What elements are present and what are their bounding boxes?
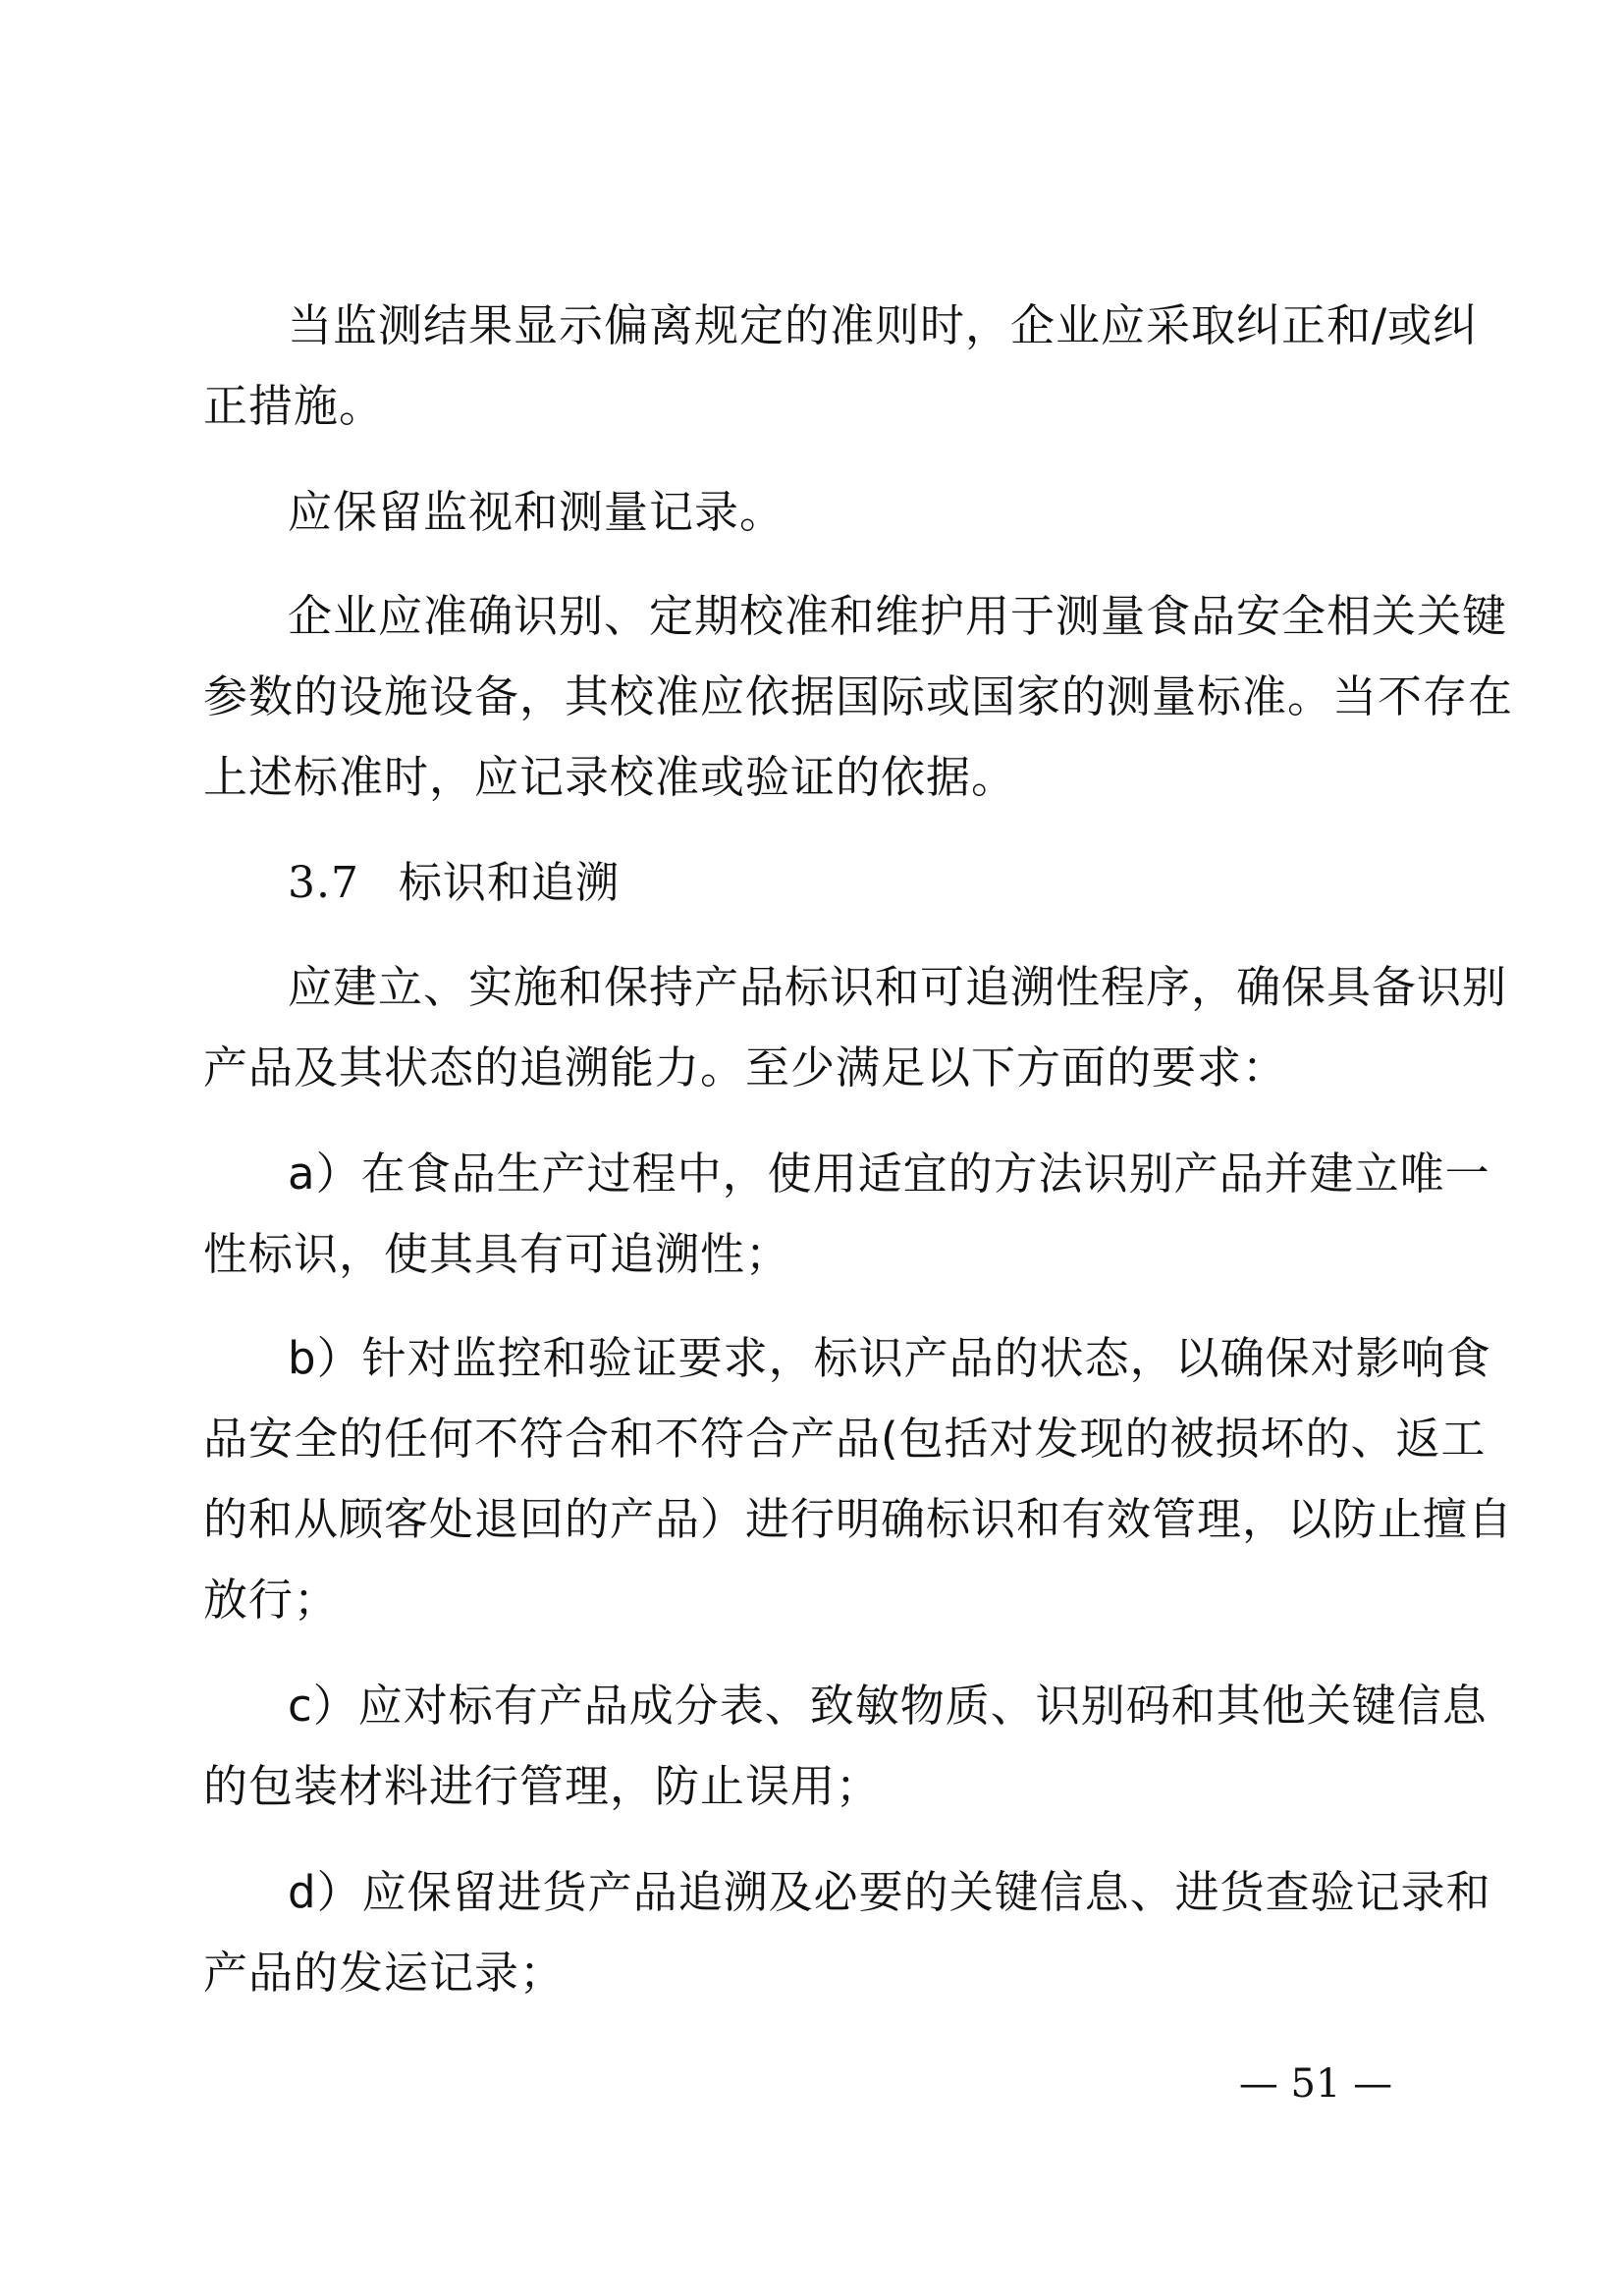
paragraph-line: 上述标准时，应记录校准或验证的依据。 — [203, 751, 1017, 803]
paragraph-line: 产品及其状态的追溯能力。至少满足以下方面的要求： — [203, 1041, 1288, 1094]
list-item-line: d）应保留进货产品追溯及必要的关键信息、进货查验记录和 — [288, 1866, 1491, 1918]
list-item-line: 产品的发运记录； — [203, 1947, 566, 1999]
paragraph-line: 参数的设施设备，其校准应依据国际或国家的测量标准。当不存在 — [203, 670, 1514, 722]
paragraph-line: 应建立、实施和保持产品标识和可追溯性程序，确保具备识别 — [288, 961, 1508, 1013]
list-item-line: 品安全的任何不符合和不符合产品(包括对发现的被损坏的、返工 — [203, 1413, 1487, 1465]
section-heading — [288, 854, 1431, 913]
list-item-line: a）在食品生产过程中，使用适宜的方法识别产品并建立唯一 — [288, 1148, 1490, 1200]
list-item-line: b）针对监控和验证要求，标识产品的状态，以确保对影响食 — [288, 1332, 1491, 1384]
paragraph-line: 应保留监视和测量记录。 — [288, 486, 785, 538]
list-item-line: 性标识，使其具有可追溯性； — [203, 1228, 791, 1280]
list-item-line: 放行； — [203, 1574, 340, 1626]
list-item-line: 的包装材料进行管理，防止误用； — [203, 1760, 882, 1812]
list-item-line: 的和从顾客处退回的产品）进行明确标识和有效管理，以防止擅自 — [203, 1493, 1514, 1545]
section-number: 3.7 — [288, 858, 359, 908]
paragraph-line: 企业应准确识别、定期校准和维护用于测量食品安全相关关键 — [288, 590, 1508, 642]
list-item-line: c）应对标有产品成分表、致敏物质、识别码和其他关键信息 — [288, 1680, 1488, 1732]
page-number: — 51 — — [1238, 2061, 1393, 2107]
section-title: 标识和追溯 — [398, 858, 620, 908]
paragraph-line: 正措施。 — [203, 380, 385, 432]
paragraph-line: 当监测结果显示偏离规定的准则时，企业应采取纠正和/或纠 — [288, 299, 1479, 351]
